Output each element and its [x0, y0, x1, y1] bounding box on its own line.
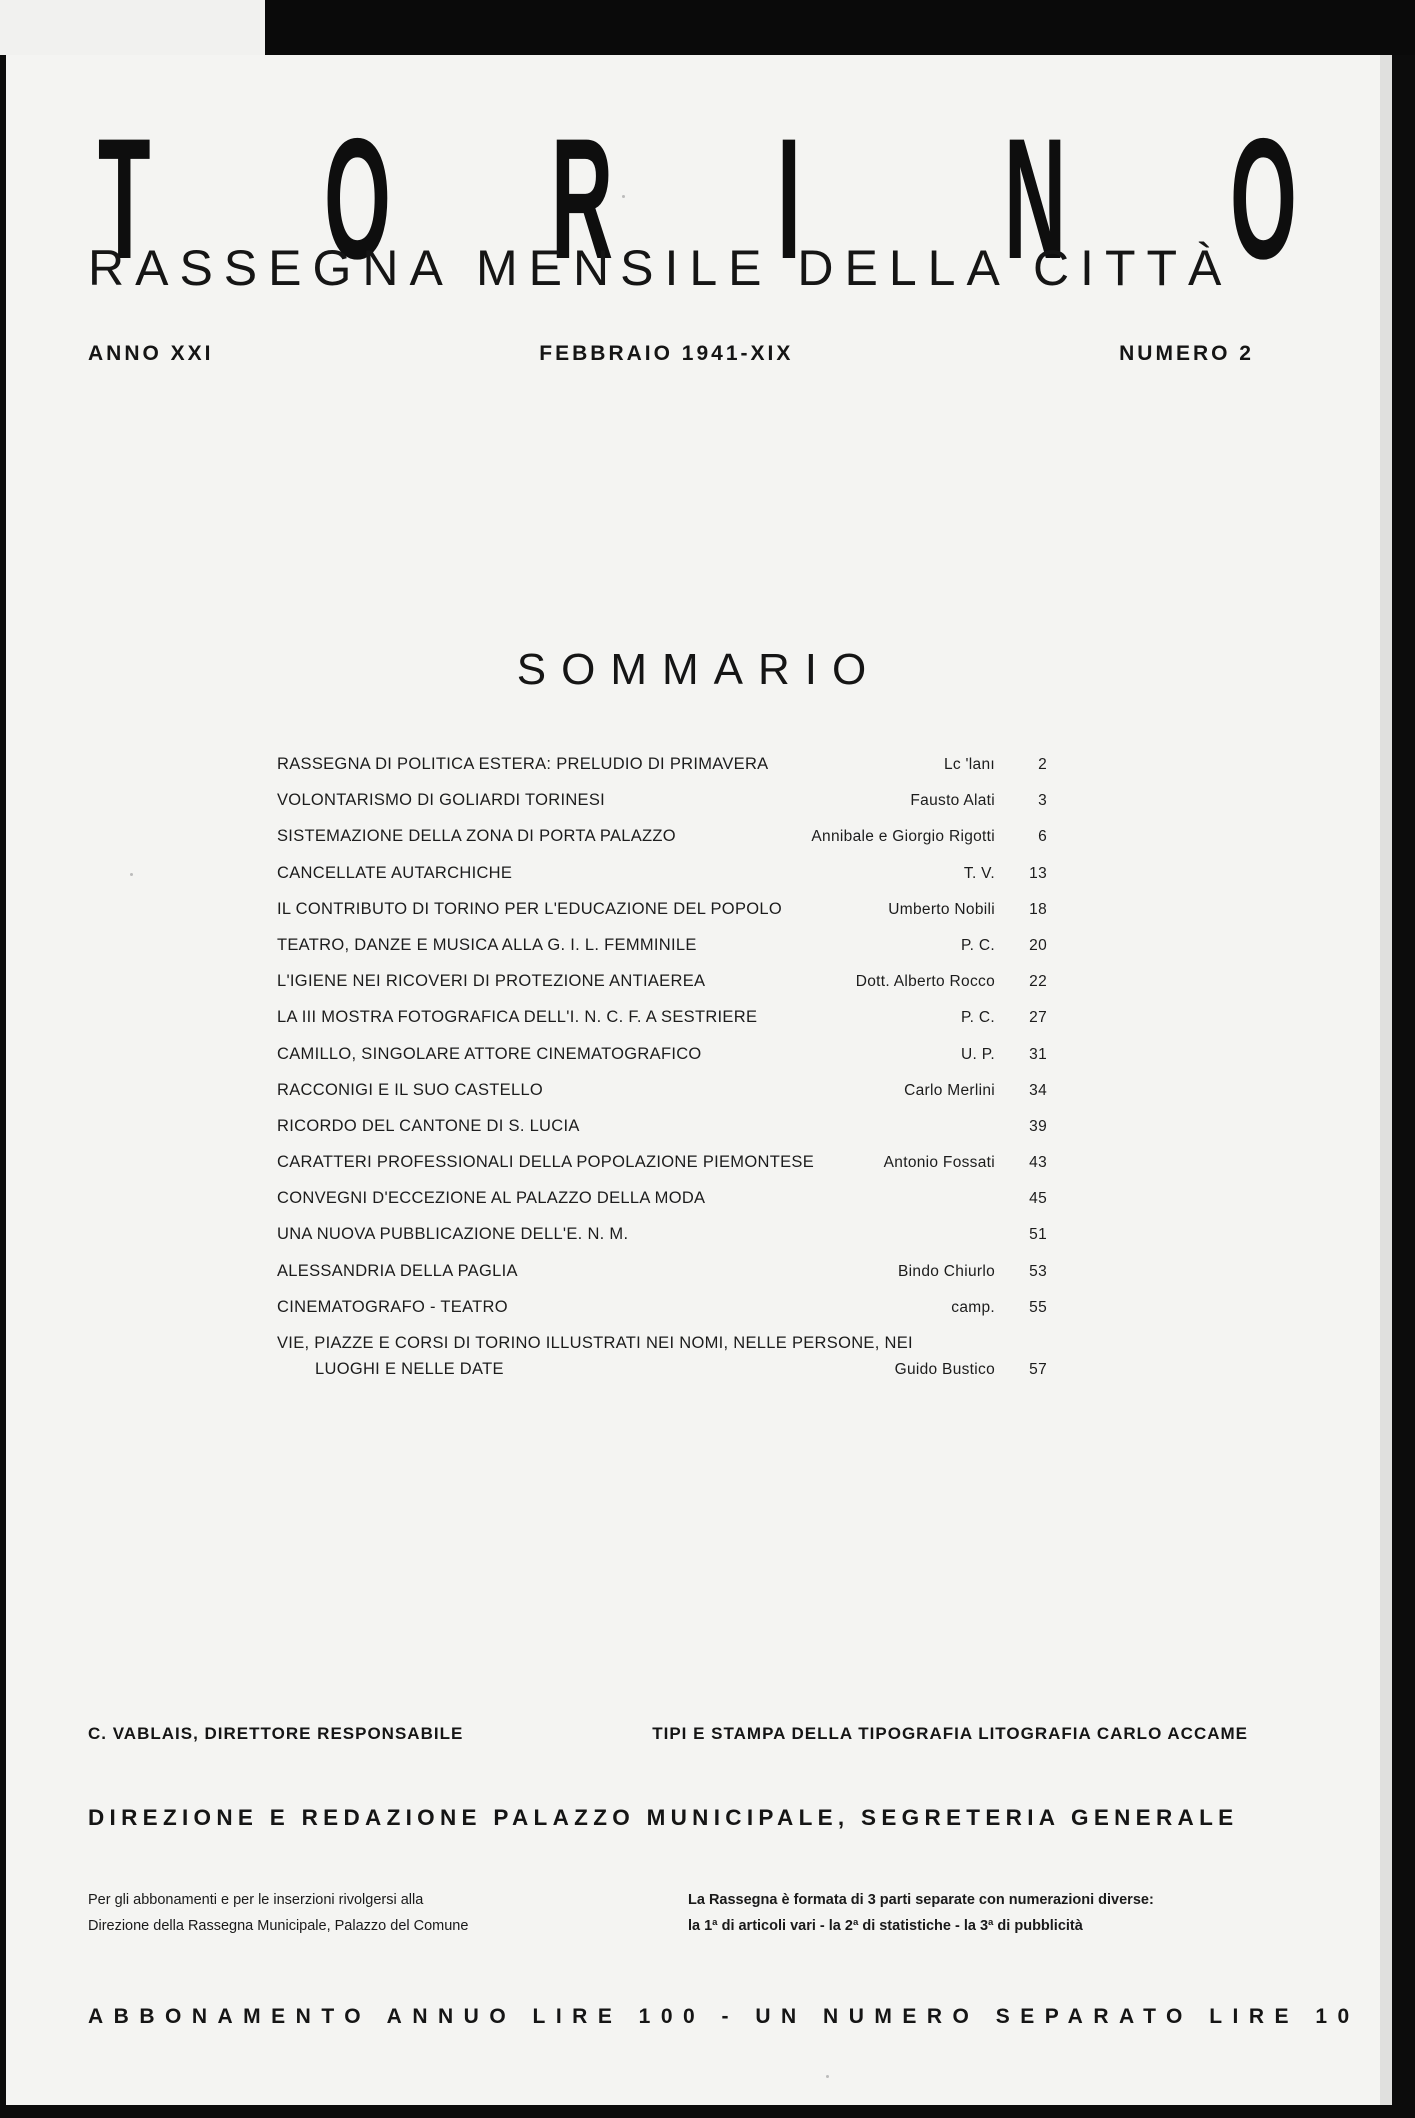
scan-border-top-light: [0, 0, 265, 55]
page-edge-shadow: [1380, 55, 1392, 2105]
toc-entry: [277, 1262, 1047, 1298]
masthead-subtitle: RASSEGNA MENSILE DELLA CITTÀ: [88, 240, 1233, 296]
toc-entry-author: Bindo Chiurlo: [898, 1262, 995, 1280]
toc-entry-author: Fausto Alati: [910, 792, 995, 810]
toc-entry: [277, 791, 1047, 827]
toc-entry-page: 43: [1029, 1154, 1047, 1172]
scan-speck: [826, 2075, 829, 2078]
masthead-letter: I: [777, 103, 802, 295]
toc-entry-author: Umberto Nobili: [888, 900, 995, 918]
toc-entry-title: RICORDO DEL CANTONE DI S. LUCIA: [277, 1116, 580, 1135]
scan-speck: [622, 195, 625, 198]
toc-entry-author: Annibale e Giorgio Rigotti: [811, 828, 995, 846]
toc-entry-continuation: [277, 1360, 1047, 1400]
masthead-letter: O: [1229, 103, 1297, 295]
toc-entry-page: 53: [1029, 1262, 1047, 1280]
issue-year: ANNO XXI: [88, 342, 214, 365]
toc-title: SOMMARIO: [516, 645, 882, 694]
toc-entry-title: RACCONIGI E IL SUO CASTELLO: [277, 1080, 544, 1099]
magazine-page: [6, 55, 1392, 2105]
toc-entry-title: ALESSANDRIA DELLA PAGLIA: [277, 1261, 518, 1280]
toc-entry-author: Antonio Fossati: [883, 1154, 995, 1172]
toc-entry-title: CINEMATOGRAFO - TEATRO: [277, 1297, 508, 1316]
scan-speck: [130, 873, 133, 876]
toc-entry-author: Carlo Merlini: [904, 1081, 995, 1099]
toc-entry-page: 45: [1029, 1190, 1047, 1208]
masthead-letter: R: [550, 103, 613, 295]
toc-entry-title: CONVEGNI D'ECCEZIONE AL PALAZZO DELLA MODA: [277, 1189, 706, 1208]
toc-entry: [277, 1298, 1047, 1334]
toc-entry-page: 57: [1029, 1361, 1047, 1378]
toc-entry-page: 34: [1029, 1081, 1047, 1099]
toc-entry-title: VOLONTARISMO DI GOLIARDI TORINESI: [277, 791, 606, 810]
masthead-letter: T: [98, 103, 151, 295]
credits-row: [88, 1724, 1248, 1744]
toc-entry: [277, 1008, 1047, 1044]
issue-info: [88, 342, 1254, 366]
toc-entry-page: 51: [1029, 1226, 1047, 1244]
subscription-contact: [88, 1887, 608, 1939]
masthead-letter: N: [1003, 103, 1066, 295]
toc-entry-author: Lc 'lanı: [943, 756, 995, 773]
toc-entry-title: L'IGIENE NEI RICOVERI DI PROTEZIONE ANTIAEREA: [277, 972, 706, 991]
masthead-letter: O: [324, 103, 392, 295]
toc-entry-page: 2: [1038, 756, 1047, 773]
toc-entry: [277, 1153, 1047, 1189]
toc-entry: [277, 1189, 1047, 1225]
toc-entry-page: 20: [1029, 936, 1047, 954]
toc-entry-author: Guido Bustico: [894, 1361, 995, 1378]
toc-entry: [277, 755, 1047, 791]
structure-line: La Rassegna è formata di 3 parti separate con numerazioni diverse:: [688, 1892, 1154, 1908]
toc-entry: [277, 1045, 1047, 1081]
toc-entry-page: 55: [1029, 1298, 1047, 1316]
toc-entry: [277, 827, 1047, 863]
toc-entry-author: P. C.: [961, 1009, 995, 1027]
toc-entry-title: LA III MOSTRA FOTOGRAFICA DELL'I. N. C. F. A SESTRIERE: [277, 1008, 758, 1027]
toc-entry: [277, 972, 1047, 1008]
toc-entry: [277, 1081, 1047, 1117]
toc-entry-title: CAMILLO, SINGOLARE ATTORE CINEMATOGRAFICO: [277, 1044, 702, 1063]
toc-entry-page: 3: [1038, 792, 1047, 810]
contact-line: Direzione della Rassegna Municipale, Palazzo del Comune: [88, 1918, 469, 1934]
contact-line: Per gli abbonamenti e per le inserzioni rivolgersi alla: [88, 1892, 424, 1908]
structure-line: la 1ª di articoli vari - la 2ª di statistiche - la 3ª di pubblicità: [688, 1918, 1083, 1934]
toc-entry-page: 39: [1029, 1117, 1047, 1135]
toc-entry: [277, 1117, 1047, 1153]
toc-entry-page: 18: [1029, 900, 1047, 918]
toc-entry-page: 31: [1029, 1045, 1047, 1063]
toc-entry-title: SISTEMAZIONE DELLA ZONA DI PORTA PALAZZO: [277, 827, 676, 846]
editorial-address: DIREZIONE E REDAZIONE PALAZZO MUNICIPALE, SEGRETERIA GENERALE: [88, 1805, 1239, 1830]
toc-entry-title: TEATRO, DANZE E MUSICA ALLA G. I. L. FEMMINILE: [277, 935, 697, 954]
magazine-structure-note: [688, 1887, 1248, 1939]
toc-entry-title: RASSEGNA DI POLITICA ESTERA: PRELUDIO DI PRIMAVERA: [277, 755, 769, 773]
printer-credit: TIPI E STAMPA DELLA TIPOGRAFIA LITOGRAFIA CARLO ACCAME: [652, 1724, 1248, 1743]
toc-entry-author: U. P.: [961, 1045, 995, 1063]
toc-entry-title: UNA NUOVA PUBBLICAZIONE DELL'E. N. M.: [277, 1225, 629, 1244]
toc-entry-author: Dott. Alberto Rocco: [855, 973, 995, 991]
toc-entry-page: 22: [1029, 973, 1047, 991]
table-of-contents: [277, 755, 1047, 1400]
toc-entry: [277, 936, 1047, 972]
director-credit: C. VABLAIS, DIRETTORE RESPONSABILE: [88, 1724, 464, 1743]
toc-entry: [277, 1225, 1047, 1261]
toc-entry-title: CANCELLATE AUTARCHICHE: [277, 863, 513, 882]
toc-entry: [277, 900, 1047, 936]
toc-entry-title-continued: LUOGHI E NELLE DATE: [315, 1360, 504, 1378]
toc-entry-title: IL CONTRIBUTO DI TORINO PER L'EDUCAZIONE DEL POPOLO: [277, 899, 782, 918]
toc-entry-author: T. V.: [963, 864, 995, 882]
toc-entry-page: 27: [1029, 1009, 1047, 1027]
issue-date: FEBBRAIO 1941-XIX: [539, 342, 794, 365]
toc-entry-title: CARATTERI PROFESSIONALI DELLA POPOLAZIONE PIEMONTESE: [277, 1153, 815, 1172]
issue-number: NUMERO 2: [1119, 342, 1254, 365]
toc-entry-author: P. C.: [961, 936, 995, 954]
toc-entry-page: 13: [1029, 864, 1047, 882]
toc-entry: [277, 864, 1047, 900]
toc-entry-author: camp.: [951, 1298, 995, 1316]
subscription-price: ABBONAMENTO ANNUO LIRE 100 - UN NUMERO SEPARATO LIRE 10: [88, 2005, 1360, 2028]
toc-entry-page: 6: [1038, 828, 1047, 846]
toc-entry-title: VIE, PIAZZE E CORSI DI TORINO ILLUSTRATI NEI NOMI, NELLE PERSONE, NEI: [277, 1334, 913, 1352]
